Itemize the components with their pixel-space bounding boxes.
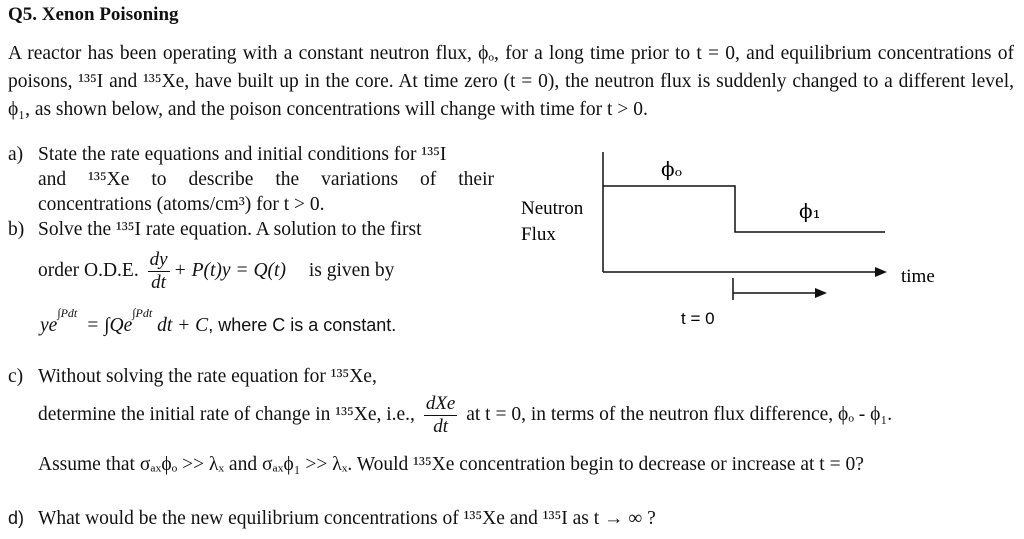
flux-label-flux: Flux — [521, 224, 556, 245]
solution-exponent-lhs: ∫Pdt — [57, 306, 78, 320]
time-label: time — [901, 266, 935, 287]
part-a-line2: and ¹³⁵Xe to describe the variations of their — [38, 169, 494, 190]
part-a-line3: concentrations (atoms/cm³) for t > 0. — [38, 194, 325, 215]
phi1-label: ϕ₁ — [799, 199, 821, 223]
solution-exponent-rhs: ∫Pdt — [132, 306, 153, 320]
part-c-line2: determine the initial rate of change in ¹³⁵Xe, i.e., $\frac{\text{dXe}}{dt}$ at t = 0, in terms of the neutron flux difference, ϕₒ - ϕ₁. — [38, 393, 893, 437]
part-c-line1: Without solving the rate equation for ¹³⁵Xe, — [38, 366, 377, 387]
intro-paragraph: A reactor has been operating with a constant neutron flux, ϕₒ, for a long time prior to t = 0, and equilibrium concentrations of poisons, ¹³⁵I and ¹³⁵Xe, have built up in the core. At time zero (t = 0), the neutron flux is suddenly changed to a different level, ϕ₁, as shown below, and the poison concentrations will change with time for t > 0. — [8, 43, 1014, 120]
part-d-text: What would be the new equilibrium concentrations of ¹³⁵Xe and ¹³⁵I as t → ∞ ? — [38, 508, 656, 529]
part-b-solution: $ye^{\int Pdt} = \int Qe^{\int Pdt}$ dt + C, where C is a constant. — [40, 306, 397, 336]
t0-label: t = 0 — [681, 309, 715, 328]
part-b-ode-prefix: order O.D.E. — [38, 259, 139, 281]
flux-step-diagram — [515, 148, 955, 328]
solution-note: , where C is a constant. — [208, 315, 397, 335]
part-a-marker: a) — [8, 144, 24, 165]
time-axis-arrowhead — [875, 267, 887, 277]
part-b-line1: Solve the ¹³⁵I rate equation. A solution to the first — [38, 219, 422, 240]
part-d-marker: d) — [8, 508, 25, 528]
flux-label-neutron: Neutron — [521, 198, 584, 219]
part-b-ode-line — [38, 249, 394, 294]
flux-step-line — [603, 186, 885, 232]
question-title: Q5. Xenon Poisoning — [8, 4, 179, 25]
part-c-marker: c) — [8, 366, 24, 387]
t0-arrowhead — [815, 288, 827, 298]
part-b-ode-suffix: is given by — [308, 259, 395, 281]
phi0-label: ϕₒ — [661, 157, 683, 181]
part-c-line3: Assume that σₐₓϕₒ >> λₓ and σₐₓϕ₁ >> λₓ. Would ¹³⁵Xe concentration begin to decrease or increase at t = 0? — [38, 454, 864, 475]
part-b-marker: b) — [8, 219, 25, 240]
part-a-line1: State the rate equations and initial conditions for ¹³⁵I — [38, 144, 447, 165]
ode-equation: + P(t)y = Q(t) — [173, 259, 286, 281]
dxe-dt-fraction: $\frac{\text{dXe}}{dt}$ — [425, 393, 456, 437]
dy-dt-fraction: $\frac{dy}{dt}$ — [149, 249, 168, 293]
